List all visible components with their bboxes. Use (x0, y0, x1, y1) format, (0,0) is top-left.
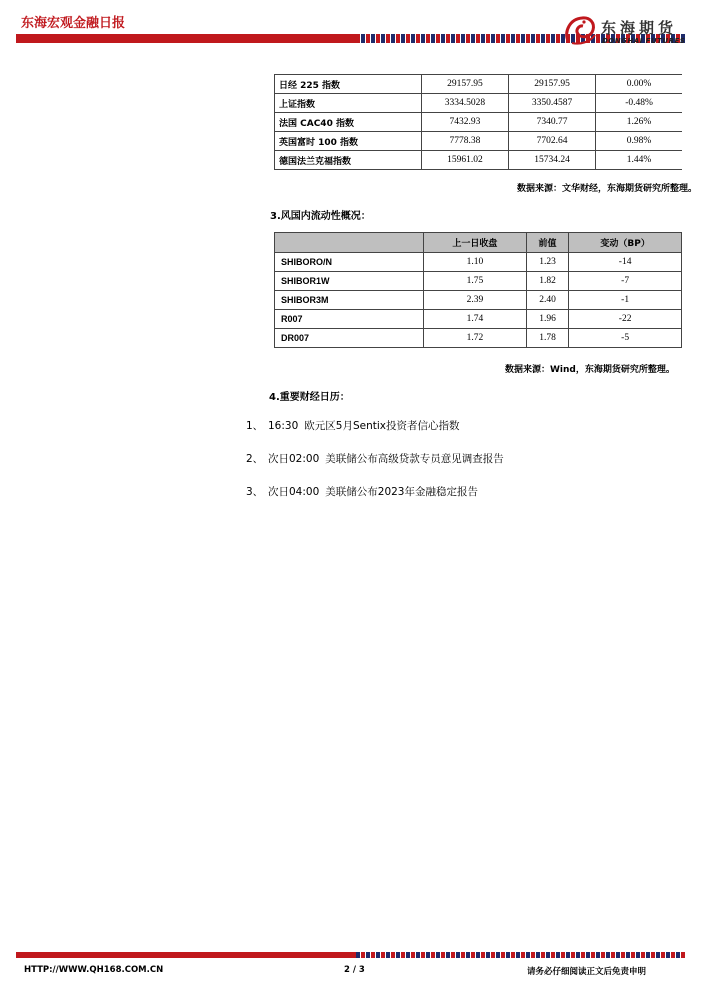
cell-prior: 1.82 (526, 272, 568, 291)
cell-name: 上证指数 (275, 94, 422, 113)
cell-prev-close: 1.10 (424, 253, 527, 272)
cell-name: R007 (275, 310, 424, 329)
column-header (275, 233, 424, 253)
page-number: 2 / 3 (344, 965, 365, 975)
cell-change: 1.44% (596, 151, 682, 170)
cell-curr: 15734.24 (509, 151, 596, 170)
cell-change: 0.00% (596, 75, 682, 94)
calendar-time: 次日04:00 (268, 486, 320, 498)
cell-name: 英国富时 100 指数 (275, 132, 422, 151)
company-logo (562, 13, 687, 49)
cell-curr: 7340.77 (509, 113, 596, 132)
disclaimer-note: 请务必仔细阅读正文后免责申明 (527, 967, 647, 977)
table-header-row (275, 233, 682, 253)
cell-change: 0.98% (596, 132, 682, 151)
calendar-time: 16:30 (268, 420, 299, 432)
table-row (275, 310, 682, 329)
cell-name: 德国法兰克福指数 (275, 151, 422, 170)
report-title: 东海宏观金融日报 (21, 16, 126, 31)
cell-name: SHIBOR1W (275, 272, 424, 291)
liquidity-table (274, 232, 682, 348)
index-table-source: 数据来源：文华财经，东海期货研究所整理。 (517, 184, 698, 194)
cell-change: -0.48% (596, 94, 682, 113)
liquidity-table-source: 数据来源：Wind，东海期货研究所整理。 (505, 365, 675, 375)
footer-url-link[interactable]: HTTP://WWW.QH168.COM.CN (24, 965, 164, 975)
cell-curr: 29157.95 (509, 75, 596, 94)
cell-name: SHIBOR3M (275, 291, 424, 310)
cell-change: -1 (569, 291, 682, 310)
table-row (275, 94, 683, 113)
cell-name: 法国 CAC40 指数 (275, 113, 422, 132)
cell-change: -7 (569, 272, 682, 291)
cell-prev-close: 2.39 (424, 291, 527, 310)
column-header: 前值 (526, 233, 568, 253)
cell-prior: 1.78 (526, 329, 568, 348)
cell-change: -22 (569, 310, 682, 329)
table-row (275, 113, 683, 132)
calendar-event: 欧元区5月Sentix投资者信心指数 (304, 420, 460, 432)
cell-prior: 1.23 (526, 253, 568, 272)
cell-curr: 7702.64 (509, 132, 596, 151)
calendar-heading: 4.重要财经日历： (269, 392, 350, 403)
calendar-time: 次日02:00 (268, 453, 320, 465)
footer-rule (16, 952, 685, 958)
table-row (275, 132, 683, 151)
logo-english-name: DONGHAI FUTURES (602, 37, 686, 45)
calendar-num: 1、 (246, 420, 264, 432)
table-row (275, 151, 683, 170)
dragon-logo-icon (562, 13, 598, 47)
calendar-event: 美联储公布高级贷款专员意见调查报告 (325, 453, 504, 465)
table-row (275, 272, 682, 291)
cell-prev: 7432.93 (421, 113, 508, 132)
cell-prior: 2.40 (526, 291, 568, 310)
calendar-event: 美联储公布2023年金融稳定报告 (325, 486, 478, 498)
cell-change: -5 (569, 329, 682, 348)
cell-prev-close: 1.74 (424, 310, 527, 329)
table-row (275, 329, 682, 348)
column-header: 上一日收盘 (424, 233, 527, 253)
cell-change: -14 (569, 253, 682, 272)
cell-prior: 1.96 (526, 310, 568, 329)
cell-prev: 3334.5028 (421, 94, 508, 113)
table-row (275, 253, 682, 272)
cell-change: 1.26% (596, 113, 682, 132)
cell-name: 日经 225 指数 (275, 75, 422, 94)
calendar-num: 2、 (246, 453, 264, 465)
table-row (275, 75, 683, 94)
calendar-item (246, 484, 478, 499)
cell-name: DR007 (275, 329, 424, 348)
cell-prev-close: 1.75 (424, 272, 527, 291)
calendar-item (246, 451, 504, 466)
cell-prev: 7778.38 (421, 132, 508, 151)
cell-prev-close: 1.72 (424, 329, 527, 348)
calendar-item (246, 418, 459, 433)
cell-name: SHIBORO/N (275, 253, 424, 272)
cell-prev: 15961.02 (421, 151, 508, 170)
column-header: 变动（BP） (569, 233, 682, 253)
calendar-num: 3、 (246, 486, 264, 498)
logo-chinese-name: 东海期货 (601, 19, 678, 37)
liquidity-heading: 3.风国内流动性概况： (270, 211, 371, 222)
index-table (274, 74, 682, 170)
cell-curr: 3350.4587 (509, 94, 596, 113)
cell-prev: 29157.95 (421, 75, 508, 94)
table-row (275, 291, 682, 310)
